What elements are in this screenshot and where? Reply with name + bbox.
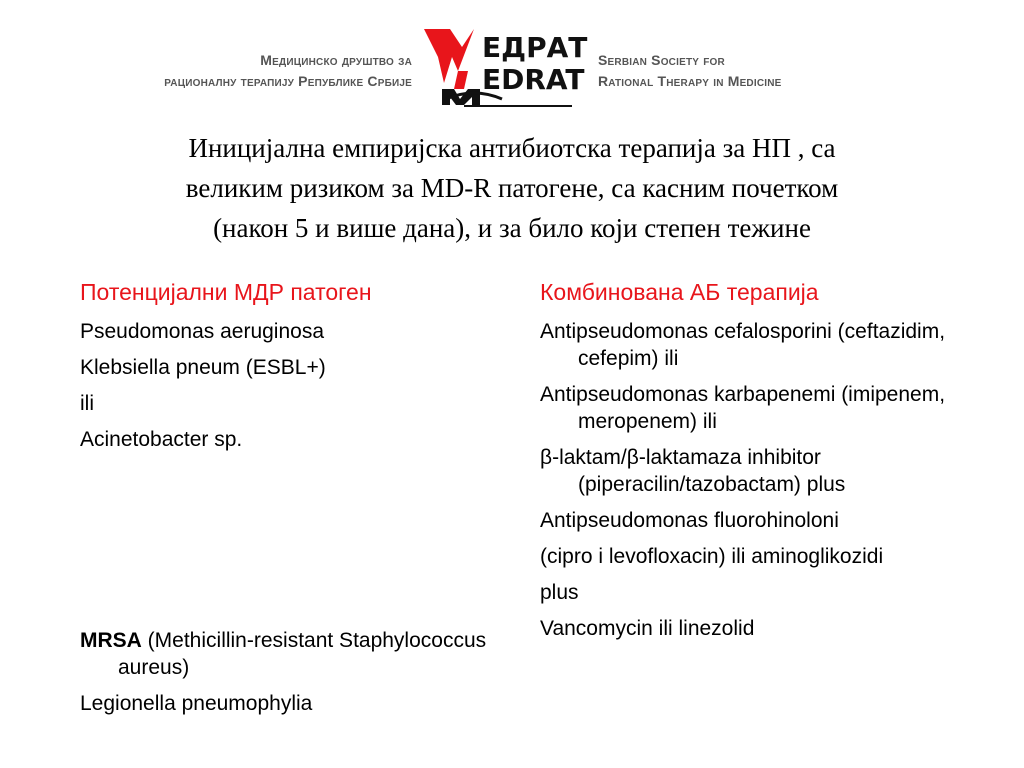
society-name-serbian-line2: рационалну терапију Републике Србије (164, 73, 412, 89)
logo-text-bottom: EDRAT (482, 63, 585, 96)
slide-title-line3: (након 5 и више дана), и за било који степен тежине (213, 213, 811, 243)
society-name-english-line1: Serbian Society for (598, 52, 725, 68)
logo-text-top: ЕДРАТ (482, 31, 588, 64)
slide-title (40, 128, 984, 248)
society-name-english-line2: Rational Therapy in Medicine (598, 73, 782, 89)
therapy-item: Antipseudomonas cefalosporini (ceftazidim, cefepim) ili (540, 320, 946, 370)
mrsa-label: MRSA (80, 629, 142, 652)
therapy-item: β-laktam/β-laktamaza inhibitor (piperacilin/tazobactam) plus (540, 446, 846, 496)
pathogen-item-mrsa (80, 627, 525, 681)
pathogen-item: ili (80, 392, 94, 415)
pathogen-item: Acinetobacter sp. (80, 428, 243, 451)
therapy-column (540, 278, 1020, 651)
therapy-item: (cipro i levofloxacin) ili aminoglikozidi (540, 545, 884, 568)
pathogen-column-heading: Потенцијални МДР патоген (80, 279, 372, 305)
slide-title-line2: великим ризиком за MD-R патогене, са касним почетком (185, 173, 839, 203)
society-name-english (598, 50, 782, 92)
society-name-serbian (164, 50, 412, 92)
medrat-logo (424, 27, 588, 109)
therapy-item: Vancomycin ili linezolid (540, 617, 755, 640)
pathogen-item: Legionella pneumophylia (80, 692, 313, 715)
mrsa-description: (Methicillin-resistant Staphylococcus aureus) (118, 629, 487, 679)
pathogen-item: Klebsiella pneum (ESBL+) (80, 356, 326, 379)
therapy-column-heading: Комбинована АБ терапија (540, 279, 819, 305)
therapy-item: plus (540, 581, 579, 604)
slide-title-line1: Иницијална емпиријска антибиотска терапија за НП , са (188, 133, 836, 163)
pathogen-column (80, 278, 525, 726)
therapy-item: Antipseudomonas fluorohinoloni (540, 509, 839, 532)
pathogen-item: Pseudomonas aeruginosa (80, 320, 325, 343)
society-name-serbian-line1: Медицинско друштво за (260, 52, 412, 68)
column-spacer (80, 462, 525, 627)
therapy-item: Antipseudomonas karbapenemi (imipenem, meropenem) ili (540, 383, 946, 433)
